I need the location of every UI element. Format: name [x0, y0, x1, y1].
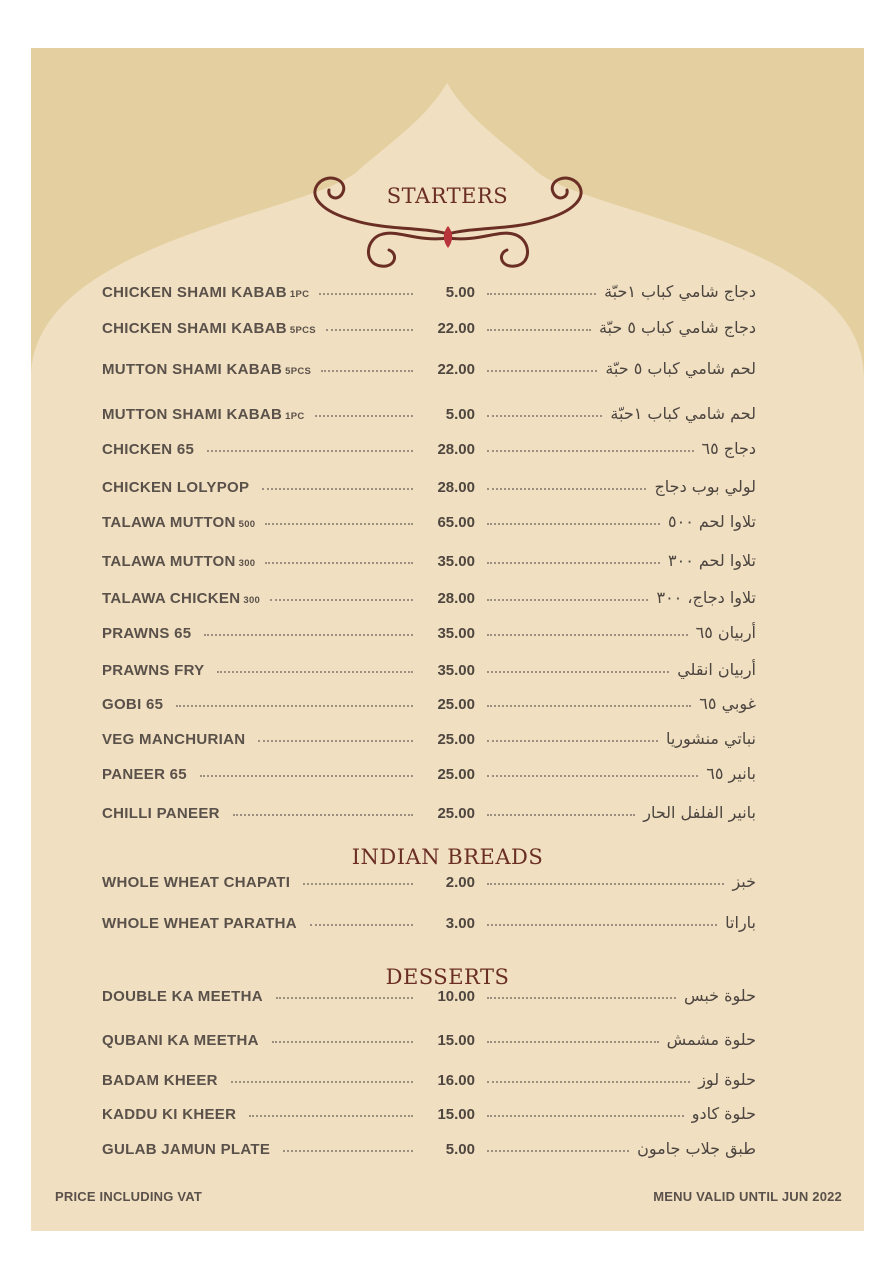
leader-dots	[487, 705, 691, 707]
item-portion: 1PC	[285, 411, 305, 422]
item-price: 25.00	[437, 766, 475, 783]
item-price: 25.00	[437, 696, 475, 713]
menu-item-row	[31, 662, 864, 686]
item-price: 15.00	[437, 1032, 475, 1049]
item-name-en: VEG MANCHURIAN	[102, 731, 246, 748]
leader-dots	[487, 775, 698, 777]
item-price: 35.00	[437, 553, 475, 570]
item-name-en: CHICKEN SHAMI KABAB 5PCS	[102, 320, 316, 337]
leader-dots	[487, 523, 660, 525]
leader-dots	[487, 562, 660, 564]
section-title-starters: STARTERS	[386, 184, 509, 208]
footer-vat-note: PRICE INCLUDING VAT	[55, 1189, 203, 1204]
item-price: 10.00	[437, 988, 475, 1005]
item-name-en: QUBANI KA MEETHA	[102, 1032, 259, 1049]
menu-item-row	[31, 514, 864, 538]
leader-dots	[487, 1115, 684, 1117]
leader-dots	[487, 883, 724, 885]
item-price: 35.00	[437, 662, 475, 679]
item-name-en: PANEER 65	[102, 766, 187, 783]
leader-dots	[487, 488, 646, 490]
menu-item-row	[31, 1032, 864, 1056]
item-price: 22.00	[437, 320, 475, 337]
item-name-ar: حلوة لوز	[698, 1070, 756, 1089]
leader-dots	[176, 705, 413, 707]
item-name-ar: لحم شامي كباب ١حبّة	[610, 404, 756, 423]
leader-dots	[487, 329, 591, 331]
menu-item-row	[31, 625, 864, 649]
item-name-ar: لحم شامي كباب ٥ حبّة	[605, 359, 756, 378]
item-name-ar: تلاوا لحم ٣٠٠	[668, 551, 756, 570]
item-name-en: WHOLE WHEAT CHAPATI	[102, 874, 291, 891]
section-title-desserts: DESSERTS	[385, 965, 510, 989]
leader-dots	[321, 370, 413, 372]
menu-item-row	[31, 320, 864, 344]
item-name-en: MUTTON SHAMI KABAB 5PCS	[102, 361, 312, 378]
menu-item-row	[31, 441, 864, 465]
item-name-ar: بانير ٦٥	[706, 764, 756, 783]
leader-dots	[487, 415, 602, 417]
leader-dots	[262, 488, 413, 490]
leader-dots	[272, 1041, 413, 1043]
leader-dots	[487, 370, 597, 372]
leader-dots	[487, 1081, 690, 1083]
item-portion: 300	[238, 558, 256, 569]
item-name-en: BADAM KHEER	[102, 1072, 218, 1089]
item-name-en: CHICKEN SHAMI KABAB 1PC	[102, 284, 310, 301]
leader-dots	[315, 415, 413, 417]
leader-dots	[200, 775, 413, 777]
item-name-ar: تلاوا لحم ٥٠٠	[668, 512, 756, 531]
leader-dots	[487, 814, 635, 816]
item-name-en: PRAWNS FRY	[102, 662, 205, 679]
leader-dots	[249, 1115, 413, 1117]
item-name-ar: حلوة كادو	[691, 1104, 756, 1123]
item-price: 5.00	[445, 1141, 475, 1158]
leader-dots	[487, 599, 648, 601]
leader-dots	[303, 883, 413, 885]
item-name-ar: نباتي منشوريا	[665, 729, 756, 748]
item-name-en: MUTTON SHAMI KABAB 1PC	[102, 406, 305, 423]
leader-dots	[265, 562, 413, 564]
item-name-en: KADDU KI KHEER	[102, 1106, 237, 1123]
item-price: 15.00	[437, 1106, 475, 1123]
menu-item-row	[31, 1106, 864, 1130]
leader-dots	[487, 1150, 629, 1152]
menu-item-row	[31, 284, 864, 308]
item-price: 16.00	[437, 1072, 475, 1089]
item-name-ar: لولي بوب دجاج	[654, 477, 756, 496]
menu-item-row	[31, 361, 864, 385]
item-name-en: CHICKEN LOLYPOP	[102, 479, 250, 496]
item-portion: 5PCS	[285, 366, 312, 377]
leader-dots	[487, 293, 596, 295]
menu-item-row	[31, 1141, 864, 1165]
menu-item-row	[31, 696, 864, 720]
item-name-ar: دجاج شامي كباب ٥ حبّة	[598, 318, 756, 337]
menu-item-row	[31, 988, 864, 1012]
leader-dots	[204, 634, 413, 636]
item-name-en: CHICKEN 65	[102, 441, 195, 458]
menu-item-row	[31, 731, 864, 755]
item-name-en: GULAB JAMUN PLATE	[102, 1141, 271, 1158]
menu-item-row	[31, 766, 864, 790]
item-name-ar: حلوة مشمش	[666, 1030, 756, 1049]
leader-dots	[326, 329, 413, 331]
leader-dots	[319, 293, 413, 295]
item-name-ar: طبق جلاب جامون	[637, 1139, 756, 1158]
item-name-ar: دجاج شامي كباب ١حبّة	[604, 282, 756, 301]
menu-item-row	[31, 874, 864, 898]
item-name-ar: بانير الفلفل الحار	[643, 803, 756, 822]
item-price: 28.00	[437, 479, 475, 496]
section-title-breads: INDIAN BREADS	[351, 845, 544, 869]
menu-item-row	[31, 915, 864, 939]
leader-dots	[487, 924, 717, 926]
item-portion: 5PCS	[289, 325, 316, 336]
menu-item-row	[31, 805, 864, 829]
footer-validity-note: MENU VALID UNTIL JUN 2022	[653, 1189, 842, 1204]
leader-dots	[231, 1081, 413, 1083]
item-price: 25.00	[437, 731, 475, 748]
leader-dots	[207, 450, 413, 452]
item-name-ar: حلوة خبس	[683, 986, 756, 1005]
item-name-en: CHILLI PANEER	[102, 805, 220, 822]
leader-dots	[310, 924, 413, 926]
menu-item-row	[31, 406, 864, 430]
item-price: 28.00	[437, 590, 475, 607]
item-name-en: GOBI 65	[102, 696, 164, 713]
item-price: 5.00	[445, 406, 475, 423]
leader-dots	[233, 814, 413, 816]
leader-dots	[487, 671, 669, 673]
item-name-en: WHOLE WHEAT PARATHA	[102, 915, 297, 932]
item-price: 3.00	[445, 915, 475, 932]
leader-dots	[487, 450, 694, 452]
leader-dots	[487, 634, 688, 636]
item-portion: 300	[243, 595, 261, 606]
leader-dots	[283, 1150, 413, 1152]
item-name-ar: أربيان انقلي	[677, 660, 756, 679]
item-name-ar: تلاوا دجاج، ٣٠٠	[656, 588, 756, 607]
item-name-ar: دجاج ٦٥	[701, 439, 756, 458]
item-name-en: DOUBLE KA MEETHA	[102, 988, 263, 1005]
item-portion: 1PC	[289, 289, 310, 300]
ornament-flourish-icon	[303, 172, 593, 276]
item-price: 65.00	[437, 514, 475, 531]
leader-dots	[276, 997, 413, 999]
menu-item-row	[31, 1072, 864, 1096]
item-portion: 500	[238, 519, 256, 530]
gem-icon	[444, 226, 452, 248]
leader-dots	[487, 740, 658, 742]
item-price: 28.00	[437, 441, 475, 458]
menu-item-row	[31, 553, 864, 577]
item-price: 2.00	[445, 874, 475, 891]
leader-dots	[487, 997, 676, 999]
item-price: 35.00	[437, 625, 475, 642]
item-price: 22.00	[437, 361, 475, 378]
leader-dots	[258, 740, 413, 742]
leader-dots	[217, 671, 413, 673]
item-name-en: TALAWA CHICKEN 300	[102, 590, 261, 607]
item-price: 5.00	[445, 284, 475, 301]
item-name-ar: غوبي ٦٥	[699, 694, 756, 713]
item-name-en: TALAWA MUTTON 300	[102, 553, 256, 570]
item-name-ar: خبز	[732, 872, 756, 891]
item-name-ar: باراتا	[725, 913, 756, 932]
item-name-en: PRAWNS 65	[102, 625, 192, 642]
item-price: 25.00	[437, 805, 475, 822]
menu-item-row	[31, 479, 864, 503]
item-name-en: TALAWA MUTTON 500	[102, 514, 256, 531]
leader-dots	[487, 1041, 659, 1043]
menu-sheet	[31, 48, 864, 1231]
leader-dots	[265, 523, 413, 525]
leader-dots	[270, 599, 413, 601]
menu-item-row	[31, 590, 864, 614]
item-name-ar: أربيان ٦٥	[695, 623, 756, 642]
